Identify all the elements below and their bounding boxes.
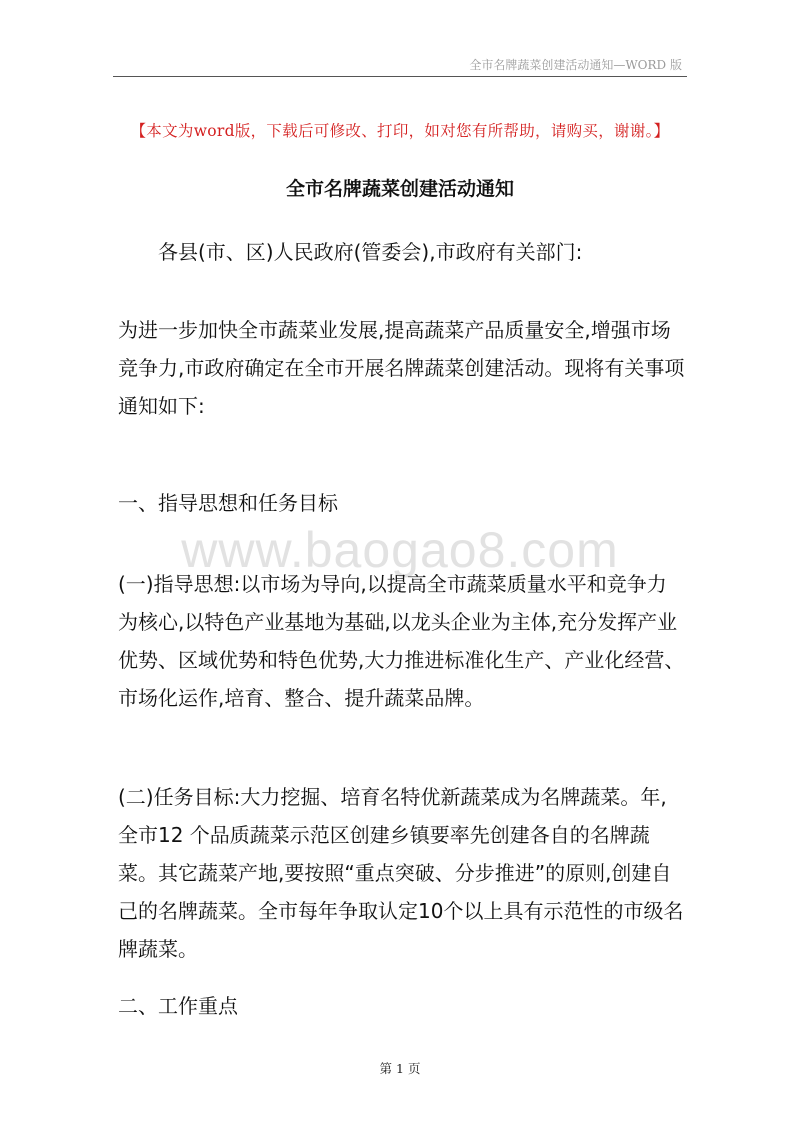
page-number: 第 1 页 <box>379 1061 421 1076</box>
intro-paragraph: 为进一步加快全市蔬菜业发展,提高蔬菜产品质量安全,增强市场竞争力,市政府确定在全市开展名牌蔬菜创建活动。现将有关事项通知如下: <box>118 318 685 418</box>
header-text: 全市名牌蔬菜创建活动通知—WORD 版 <box>469 58 682 72</box>
header-rule <box>113 76 687 77</box>
section1-heading: 一、指导思想和任务目标 <box>118 491 338 515</box>
section2-heading: 二、工作重点 <box>118 994 238 1018</box>
document-title: 全市名牌蔬菜创建活动通知 <box>285 178 514 200</box>
watermark: www.baogao8.com <box>181 522 619 578</box>
guiding-thought-paragraph: (一)指导思想:以市场为导向,以提高全市蔬菜质量水平和竞争力为核心,以特色产业基地为基础,以龙头企业为主体,充分发挥产业优势、区域优势和特色优势,大力推进标准化生产、产业化经营、市场化运作,培育、整合、提升蔬菜品牌。 <box>118 572 685 710</box>
purchase-notice: 【本文为word版，下载后可修改、打印，如对您有所帮助，请购买，谢谢。】 <box>130 122 670 140</box>
task-goal-paragraph: (二)任务目标:大力挖掘、培育名特优新蔬菜成为名牌蔬菜。年,全市12 个品质蔬菜示范区创建乡镇要率先创建各自的名牌蔬菜。其它蔬菜产地,要按照“重点突破、分步推进”的原则,创建自己的名牌蔬菜。全市每年争取认定10个以上具有示范性的市级名牌蔬菜。 <box>118 785 684 961</box>
salutation: 各县(市、区)人民政府(管委会),市政府有关部门: <box>158 240 583 264</box>
